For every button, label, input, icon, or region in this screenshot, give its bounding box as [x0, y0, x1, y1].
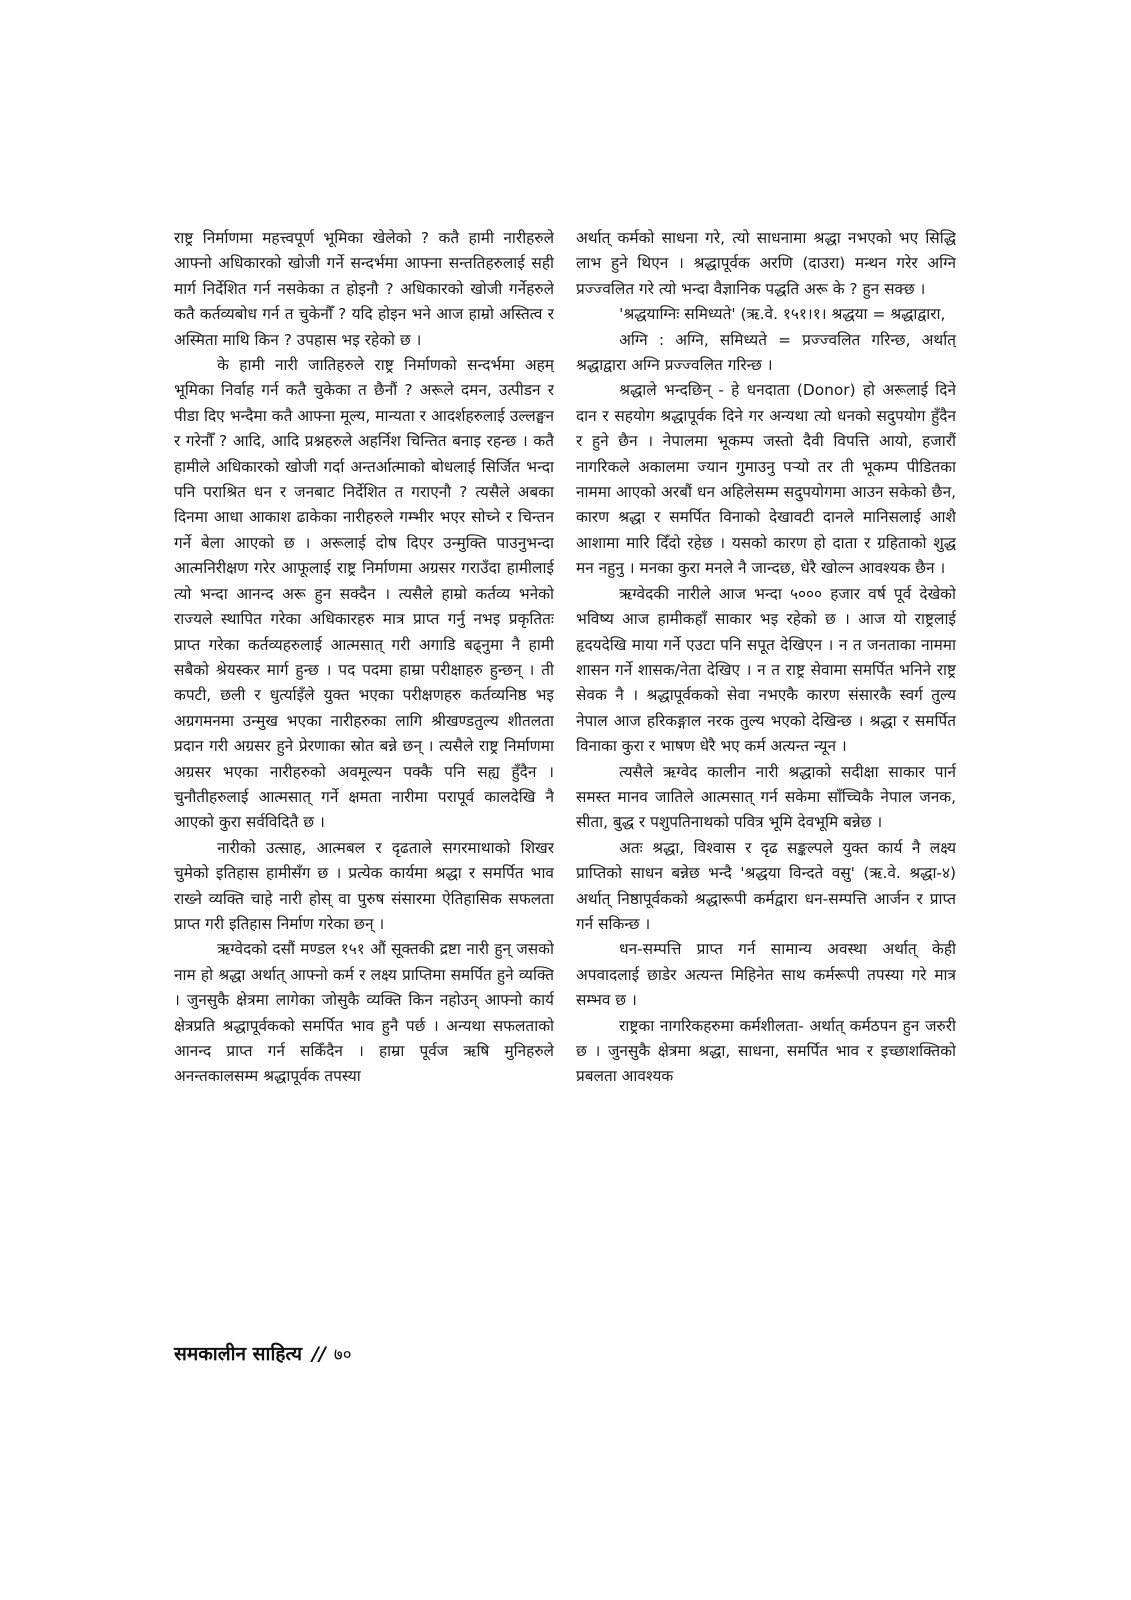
publication-title: समकालीन साहित्य: [174, 1343, 302, 1365]
paragraph: राष्ट्रका नागरिकहरुमा कर्मशीलता- अर्थात् कर्मठपन हुन जरुरी छ । जुनसुकै क्षेत्रमा श्रद्धा, साधना, समर्पित भाव र इच्छाशक्तिको प्रबलता आवश्यक: [576, 1016, 956, 1086]
page-footer: [174, 1340, 352, 1366]
paragraph: के हामी नारी जातिहरुले राष्ट्र निर्माणको सन्दर्भमा अहम् भूमिका निर्वाह गर्न कतै चुकेका त छैनौं ? अरूले दमन, उत्पीडन र पीडा दिए भन्दैमा कतै आफ्ना मूल्य, मान्यता र आदर्शहरुलाई उल्लङ्घन र गरेनौँ ? आदि, आदि प्रश्नहरुले अहर्निश चिन्तित बनाइ रहन्छ । कतै हामीले अधिकारको खोजी गर्दा अन्तर्आत्माको बोधलाई सिर्जित भन्दा पनि पराश्रित धन र जनबाट निर्देशित त गराएनौ ? त्यसैले अबका दिनमा आधा आकाश ढाकेका नारीहरुले गम्भीर भएर सोच्ने र चिन्तन गर्ने बेला आएको छ । अरूलाई दोष दिएर उन्मुक्ति पाउनुभन्दा आत्मनिरीक्षण गरेर आफूलाई राष्ट्र निर्माणमा अग्रसर गराउँदा हामीलाई त्यो भन्दा आनन्द अरू हुन सक्दैन । त्यसैले हाम्रो कर्तव्य भनेको राज्यले स्थापित गरेका अधिकारहरु मात्र प्राप्त गर्नु नभइ प्रकृतितः प्राप्त गरेका कर्तव्यहरुलाई आत्मसात् गरी अगाडि बढ्नुमा नै हामी सबैको श्रेयस्कर मार्ग हुन्छ । पद पदमा हाम्रा परीक्षाहरु हुन्छन् । ती कपटी, छली र धुर्त्याइँले युक्त भएका परीक्षणहरु कर्तव्यनिष्ठ भइ अग्रगमनमा उन्मुख भएका नारीहरुका लागि श्रीखण्डतुल्य शीतलता प्रदान गरी अग्रसर हुने प्रेरणाका स्रोत बन्ने छन् । त्यसैले राष्ट्र निर्माणमा अग्रसर भएका नारीहरुको अवमूल्यन पक्कै पनि सह्य हुँदैन । चुनौतीहरुलाई आत्मसात् गर्ने क्षमता नारीमा परापूर्व कालदेखि नै आएको कुरा सर्वविदितै छ ।: [174, 356, 554, 832]
paragraph: 'श्रद्धयाग्निः समिध्यते' (ऋ.वे. १५१।१। श्रद्धया = श्रद्धाद्वारा,: [619, 305, 946, 324]
paragraph: ऋग्वेदकी नारीले आज भन्दा ५००० हजार वर्ष पूर्व देखेको भविष्य आज हामीकहाँ साकार भइ रहेको छ । आज यो राष्ट्रलाई हृदयदेखि माया गर्ने एउटा पनि सपूत देखिएन । न त जनताका नाममा शासन गर्ने शासक/नेता देखिए । न त राष्ट्र सेवामा समर्पित भनिने राष्ट्र सेवक नै । श्रद्धापूर्वकको सेवा नभएकै कारण संसारकै स्वर्ग तुल्य नेपाल आज हरिकङ्गाल नरक तुल्य भएको देखिन्छ । श्रद्धा र समर्पित विनाका कुरा र भाषण धेरै भए कर्म अत्यन्त न्यून ।: [576, 584, 956, 756]
paragraph: श्रद्धाले भन्दछिन् - हे धनदाता (Donor) हो अरूलाई दिने दान र सहयोग श्रद्धापूर्वक दिने गर अन्यथा त्यो धनको सदुपयोग हुँदैन र हुने छैन । नेपालमा भूकम्प जस्तो दैवी विपत्ति आयो, हजारौं नागरिकले अकालमा ज्यान गुमाउनु पऱ्यो तर ती भूकम्प पीडितका नाममा आएको अरबौं धन अहिलेसम्म सदुपयोगमा आउन सकेको छैन, कारण श्रद्धा र समर्पित विनाको देखावटी दानले मानिसलाई आशै आशामा मारि दिँदो रहेछ । यसको कारण हो दाता र ग्रहिताको शुद्ध मन नहुनु । मनका कुरा मनले नै जान्दछ, धेरै खोल्न आवश्यक छैन ।: [576, 381, 956, 578]
paragraph: धन-सम्पत्ति प्राप्त गर्न सामान्य अवस्था अर्थात् केही अपवादलाई छाडेर अत्यन्त मिहिनेत साथ कर्मरूपी तपस्या गरे मात्र सम्भव छ ।: [576, 940, 956, 1010]
paragraph: ऋग्वेदको दसौं मण्डल १५१ औं सूक्तकी द्रष्टा नारी हुन् जसको नाम हो श्रद्धा अर्थात् आफ्नो कर्म र लक्ष्य प्राप्तिमा समर्पित हुने व्यक्ति । जुनसुकै क्षेत्रमा लागेका जोसुकै व्यक्ति किन नहोउन् आफ्नो कार्य क्षेत्रप्रति श्रद्धापूर्वकको समर्पित भाव हुनै पर्छ । अन्यथा सफलताको आनन्द प्राप्त गर्न सकिँदैन । हाम्रा पूर्वज ऋषि मुनिहरुले अनन्तकालसम्म श्रद्धापूर्वक तपस्या: [174, 940, 554, 1086]
right-text-column: [576, 226, 956, 1266]
footer-separator: //: [312, 1343, 326, 1365]
paragraph: अतः श्रद्धा, विश्वास र दृढ सङ्कल्पले युक्त कार्य नै लक्ष्य प्राप्तिको साधन बन्नेछ भन्दै 'श्रद्धया विन्दते वसु' (ऋ.वे. श्रद्धा-४) अर्थात् निष्ठापूर्वकको श्रद्धारूपी कर्मद्वारा धन-सम्पत्ति आर्जन र प्राप्त गर्न सकिन्छ ।: [576, 838, 956, 933]
paragraph: त्यसैले ऋग्वेद कालीन नारी श्रद्धाको सदीक्षा साकार पार्न समस्त मानव जातिले आत्मसात् गर्न सकेमा साँच्चिकै नेपाल जनक, सीता, बुद्ध र पशुपतिनाथको पवित्र भूमि देवभूमि बन्नेछ ।: [576, 762, 956, 832]
paragraph: अर्थात् कर्मको साधना गरे, त्यो साधनामा श्रद्धा नभएको भए सिद्धि लाभ हुने थिएन । श्रद्धापूर्वक अरणि (दाउरा) मन्थन गरेर अग्नि प्रज्ज्वलित गरे त्यो भन्दा वैज्ञानिक पद्धति अरू के ? हुन सक्छ ।: [576, 229, 956, 298]
paragraph: अग्नि : अग्नि, समिध्यते = प्रज्ज्वलित गरिन्छ, अर्थात् श्रद्धाद्वारा अग्नि प्रज्ज्वलित गरिन्छ ।: [576, 330, 956, 375]
paragraph: राष्ट्र निर्माणमा महत्त्वपूर्ण भूमिका खेलेको ? कतै हामी नारीहरुले आफ्नो अधिकारको खोजी गर्ने सन्दर्भमा आफ्ना सन्ततिहरुलाई सही मार्ग निर्देशित गर्न नसकेका त होइनौ ? अधिकारको खोजी गर्नेहरुले कतै कर्तव्यबोध गर्न त चुकेनौँ ? यदि होइन भने आज हाम्रो अस्तित्व र अस्मिता माथि किन ? उपहास भइ रहेको छ ।: [174, 229, 554, 349]
page-number: ७०: [333, 1345, 352, 1365]
paragraph: नारीको उत्साह, आत्मबल र दृढताले सगरमाथाको शिखर चुमेको इतिहास हामीसँग छ । प्रत्येक कार्यमा श्रद्धा र समर्पित भाव राख्ने व्यक्ति चाहे नारी होस् वा पुरुष संसारमा ऐतिहासिक सफलता प्राप्त गरी इतिहास निर्माण गरेका छन् ।: [174, 838, 554, 933]
left-text-column: [174, 226, 554, 1266]
